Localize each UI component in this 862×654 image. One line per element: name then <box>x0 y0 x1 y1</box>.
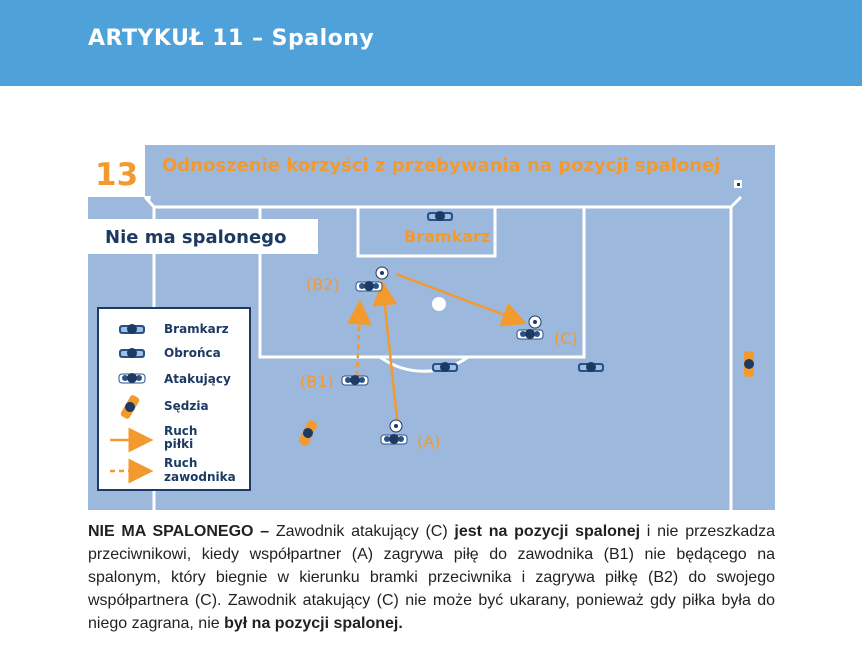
page-title: ARTYKUŁ 11 – Spalony <box>88 26 375 51</box>
attacker-b2-icon <box>356 281 382 291</box>
defender-icon <box>578 362 604 372</box>
caption <box>88 520 775 635</box>
legend-goalkeeper: Bramkarz <box>164 322 229 336</box>
referee-icon <box>744 351 754 377</box>
label-c: (C) <box>554 329 578 348</box>
caption-text-2: i nie przeszkadza przeciwnikowi, kiedy współpartner (A) zagrywa piłę do zawodnika (B1) nie będącego na spalonym, który biegnie w kierunku bramki przeciwnika i zagrywa piłkę (B2) do swojego współpartnera (C). Zawodnik atakujący (C) nie może być ukarany, ponieważ gdy piłka była do niego zagrana, nie <box>88 523 776 632</box>
legend-ball-move-1: Ruch <box>164 424 198 438</box>
label-a: (A) <box>417 432 441 451</box>
legend-player-move-1: Ruch <box>164 456 198 470</box>
caption-text-1: Zawodnik atakujący (C) <box>269 523 455 540</box>
caption-lead: NIE MA SPALONEGO – <box>88 523 270 540</box>
legend-defender: Obrońca <box>164 346 221 360</box>
verdict-text: Nie ma spalonego <box>105 227 287 248</box>
label-b1: (B1) <box>300 372 334 391</box>
corner-flag-right <box>734 180 742 188</box>
diagram-number: 13 <box>95 157 139 193</box>
caption-bold-1: jest na pozycji spalonej <box>454 523 641 540</box>
legend-referee: Sędzia <box>164 399 209 413</box>
legend-ball-move-2: piłki <box>164 437 194 451</box>
legend-goalkeeper-icon <box>119 324 145 334</box>
attacker-a-icon <box>381 434 407 444</box>
ball-icon <box>390 420 402 432</box>
ball-icon <box>529 316 541 328</box>
goalkeeper-icon <box>427 211 453 221</box>
caption-bold-2: był na pozycji spalonej. <box>224 615 403 632</box>
diagram-title: Odnoszenie korzyści z przebywania na pozycji spalonej <box>162 155 721 176</box>
ball-icon <box>376 267 388 279</box>
legend-attacker-icon <box>119 373 145 383</box>
penalty-spot <box>432 297 446 311</box>
goal-area-label: Bramkarz <box>404 227 491 246</box>
attacker-b1-icon <box>342 375 368 385</box>
legend <box>98 308 250 490</box>
legend-player-move-2: zawodnika <box>164 470 236 484</box>
legend-defender-icon <box>119 348 145 358</box>
defender-icon <box>432 362 458 372</box>
legend-attacker: Atakujący <box>164 372 231 386</box>
offside-diagram <box>88 145 775 510</box>
attacker-c-icon <box>517 329 543 339</box>
page-header <box>0 0 862 86</box>
label-b2: (B2) <box>306 275 340 294</box>
